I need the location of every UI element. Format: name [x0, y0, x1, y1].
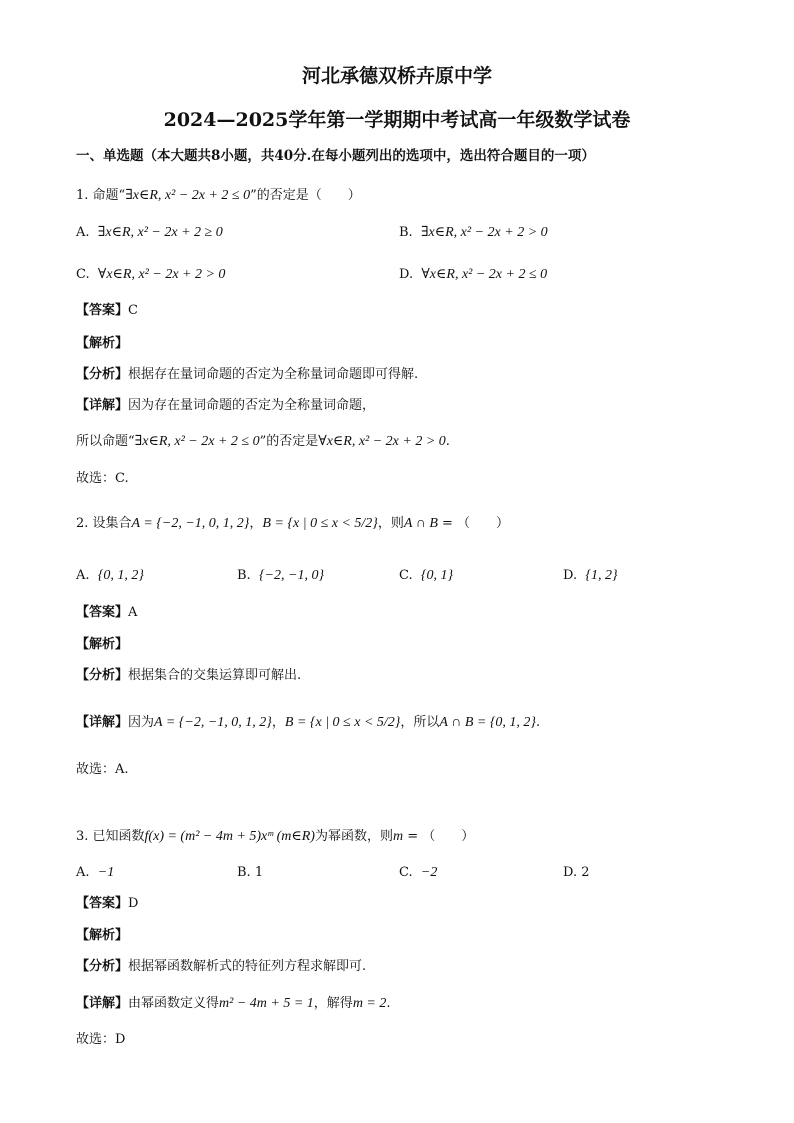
- q2-option-c: [399, 567, 453, 585]
- option-math: 2: [581, 865, 590, 880]
- fenxi-tag: 【分析】: [76, 367, 129, 382]
- q1-stem: [76, 187, 361, 205]
- option-label: C.: [399, 865, 413, 880]
- stem-math: A = {−2, −1, 0, 1, 2}: [131, 516, 250, 531]
- section-heading: 一、单选题（本大题共8小题，共40分.在每小题列出的选项中，选出符合题目的一项）: [76, 148, 595, 164]
- xiangjie-text: 因为: [128, 715, 155, 730]
- q2-fenxi: [76, 667, 301, 685]
- fenxi-tag: 【分析】: [76, 668, 129, 683]
- xiangjie-text: 由幂函数定义得: [128, 996, 220, 1011]
- xiangjie-text: ，: [271, 715, 285, 730]
- xiangjie-text: ，所以: [400, 715, 440, 730]
- answer-value: D: [128, 896, 139, 911]
- option-math: ∀x∈R, x² − 2x + 2 ≤ 0: [421, 267, 548, 282]
- xiangjie-text: ，解得: [313, 996, 353, 1011]
- xiangjie-math: B = {x | 0 ≤ x < 5/2}: [284, 715, 401, 730]
- option-label: C.: [399, 568, 413, 583]
- stem-text: 2. 设集合: [76, 516, 132, 531]
- xiangjie-tag: 【详解】: [76, 996, 129, 1011]
- q2-xiangjie: [76, 714, 540, 732]
- q1-option-a: [76, 224, 223, 242]
- xiangjie-math: A = {−2, −1, 0, 1, 2}: [154, 715, 272, 730]
- line-math: ∀x∈R, x² − 2x + 2 > 0: [318, 434, 446, 449]
- q2-analysis-tag: 【解析】: [76, 637, 129, 652]
- fenxi-text: 根据集合的交集运算即可解出.: [128, 668, 302, 683]
- option-math: {−2, −1, 0}: [258, 568, 325, 583]
- option-label: B.: [399, 225, 413, 240]
- option-math: 1: [254, 865, 264, 880]
- option-math: −1: [97, 865, 115, 880]
- option-label: D.: [563, 865, 578, 880]
- option-math: {0, 1}: [420, 568, 454, 583]
- stem-math: B = {x | 0 ≤ x < 5/2}: [262, 516, 378, 531]
- stem-math: f(x) = (m² − 4m + 5)xᵐ (m∈R): [144, 829, 315, 844]
- fenxi-text: 根据幂函数解析式的特征列方程求解即可.: [128, 959, 367, 974]
- option-label: A.: [76, 568, 90, 583]
- q1-stem-prefix: 1. 命题“: [76, 188, 126, 203]
- option-math: −2: [420, 865, 438, 880]
- option-label: B.: [237, 568, 251, 583]
- q1-stem-math: ∃x∈R, x² − 2x + 2 ≤ 0: [125, 188, 251, 203]
- q2-answer: [76, 604, 137, 622]
- q3-answer: [76, 895, 138, 913]
- exam-title: 2024—2025学年第一学期期中考试高一年级数学试卷: [163, 109, 631, 131]
- answer-tag: 【答案】: [76, 605, 129, 620]
- option-label: D.: [399, 267, 414, 282]
- line-text: .: [445, 434, 450, 449]
- q2-stem: [76, 515, 509, 533]
- option-math: ∃x∈R, x² − 2x + 2 ≥ 0: [97, 225, 223, 240]
- stem-text: 为幂函数，则: [314, 829, 393, 844]
- xiangjie-text: .: [386, 996, 391, 1011]
- fenxi-text: 根据存在量词命题的否定为全称量词命题即可得解.: [128, 367, 419, 382]
- q1-option-d: [399, 266, 547, 284]
- xiangjie-math: m = 2: [352, 996, 387, 1011]
- q3-fenxi: [76, 958, 366, 976]
- xiangjie-text: 因为存在量词命题的否定为全称量词命题，: [128, 398, 376, 413]
- option-label: A.: [76, 865, 90, 880]
- stem-math: m: [392, 829, 404, 844]
- q3-option-b: [237, 864, 263, 882]
- q3-analysis-tag: 【解析】: [76, 928, 129, 943]
- q3-stem: [76, 828, 474, 846]
- answer-value: A: [128, 605, 138, 620]
- option-label: B.: [237, 865, 251, 880]
- stem-text: = （ ）: [437, 516, 510, 531]
- stem-math: A ∩ B: [403, 516, 438, 531]
- school-title: 河北承德双桥卉原中学: [301, 65, 492, 87]
- option-math: {0, 1, 2}: [97, 568, 144, 583]
- q1-option-b: [399, 224, 548, 242]
- stem-text: = （ ）: [403, 829, 475, 844]
- stem-text: ，则: [377, 516, 404, 531]
- line-text: 所以命题“: [76, 434, 135, 449]
- line-text: ”的否定是: [259, 434, 319, 449]
- q1-xiangjie: [76, 397, 375, 415]
- stem-text: ，: [249, 516, 263, 531]
- q3-conclusion: 故选：D: [76, 1032, 126, 1047]
- fenxi-tag: 【分析】: [76, 959, 129, 974]
- q3-option-d: [563, 864, 590, 882]
- q2-conclusion: 故选：A.: [76, 762, 129, 777]
- option-math: ∃x∈R, x² − 2x + 2 > 0: [420, 225, 548, 240]
- xiangjie-math: m² − 4m + 5 = 1: [219, 996, 314, 1011]
- q1-analysis-tag: 【解析】: [76, 336, 129, 351]
- q2-option-d: [563, 567, 618, 585]
- option-math: ∀x∈R, x² − 2x + 2 > 0: [97, 267, 226, 282]
- option-label: C.: [76, 267, 90, 282]
- option-math: {1, 2}: [585, 568, 618, 583]
- answer-tag: 【答案】: [76, 896, 129, 911]
- xiangjie-tag: 【详解】: [76, 398, 129, 413]
- xiangjie-tag: 【详解】: [76, 715, 129, 730]
- q3-option-c: [399, 864, 437, 882]
- answer-value: C: [128, 303, 138, 318]
- option-label: D.: [563, 568, 578, 583]
- q3-option-a: [76, 864, 114, 882]
- line-math: ∃x∈R, x² − 2x + 2 ≤ 0: [134, 434, 260, 449]
- option-label: A.: [76, 225, 90, 240]
- q1-fenxi: [76, 366, 418, 384]
- q1-stem-suffix: ”的否定是（ ）: [250, 188, 361, 203]
- q2-option-b: [237, 567, 324, 585]
- q2-option-a: [76, 567, 144, 585]
- q3-xiangjie: [76, 995, 391, 1013]
- q1-answer: [76, 302, 138, 320]
- q1-option-c: [76, 266, 225, 284]
- q1-conclusion: 故选：C.: [76, 471, 129, 486]
- q1-xiangjie-line2: [76, 433, 450, 451]
- xiangjie-text: .: [536, 715, 541, 730]
- stem-text: 3. 已知函数: [76, 829, 145, 844]
- xiangjie-math: A ∩ B = {0, 1, 2}: [439, 715, 537, 730]
- answer-tag: 【答案】: [76, 303, 129, 318]
